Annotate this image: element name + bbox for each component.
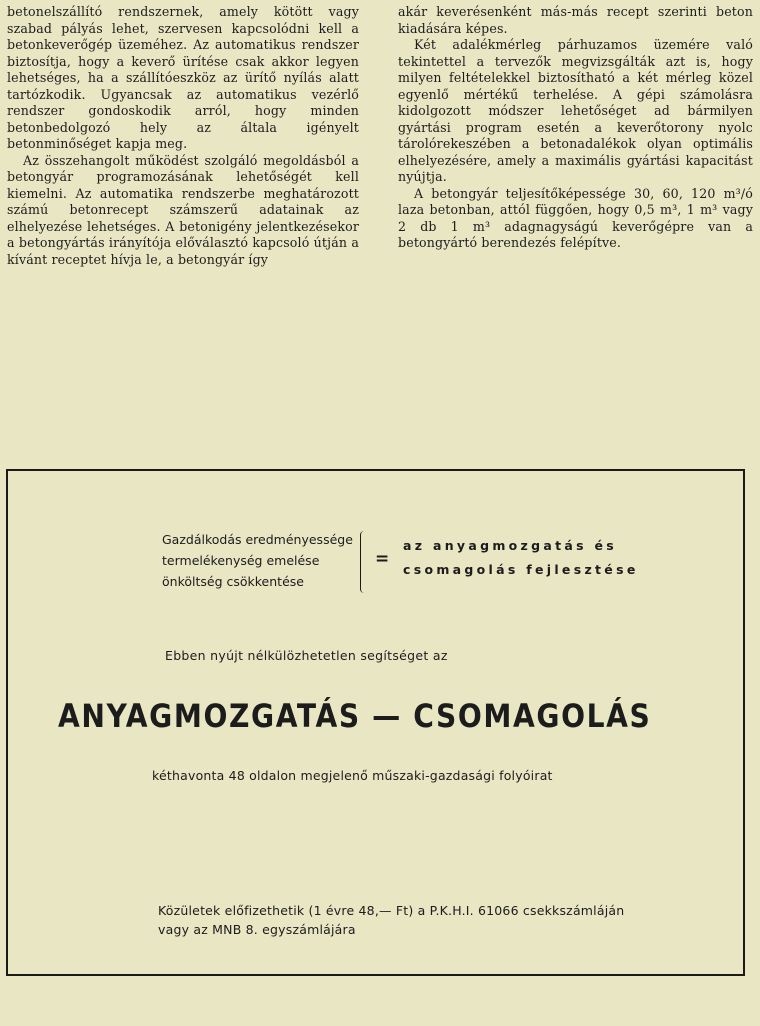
- equation-left-line: Gazdálkodás eredményessége: [162, 532, 353, 547]
- article-left-column: [7, 4, 359, 268]
- ad-intro-text: Ebben nyújt nélkülözhetetlen segítséget az: [165, 648, 448, 663]
- journal-subtitle: kéthavonta 48 oldalon megjelenő műszaki-gazdasági folyóirat: [152, 768, 553, 783]
- equation-right-line: csomagolás fejlesztése: [403, 562, 639, 577]
- equation-right-line: az anyagmozgatás és: [403, 538, 618, 553]
- brace-bracket: [360, 531, 366, 593]
- subscription-line: Közületek előfizethetik (1 évre 48,— Ft) a P.K.H.I. 61066 csekkszámláján: [158, 903, 625, 918]
- equation-left-line: termelékenység emelése: [162, 553, 320, 568]
- advertisement-box: [6, 469, 745, 976]
- equals-sign: =: [375, 549, 390, 569]
- equation-left-line: önköltség csökkentése: [162, 574, 304, 589]
- article-paragraph: Az összehangolt működést szolgáló megoldásból a betongyár programozásának lehetőségét kell kiemelni. Az automatika rendszerbe meghatározott számú betonrecept számszerű adatainak az elhelyezése lehetséges. A betonigény jelentkezésekor a betongyártás irányítója előválasztó kapcsoló útján a kívánt receptet hívja le, a betongyár így: [7, 152, 359, 267]
- journal-title: ANYAGMOZGATÁS — CSOMAGOLÁS: [58, 697, 652, 735]
- subscription-line: vagy az MNB 8. egyszámlájára: [158, 922, 356, 937]
- article-right-column: [398, 4, 753, 252]
- article-paragraph: A betongyár teljesítőképessége 30, 60, 120 m³/ó laza betonban, attól függően, hogy 0,5 m³, 1 m³ vagy 2 db 1 m³ adagnagyságú keverőgépre van a betongyártó berendezés felépítve.: [398, 185, 753, 250]
- article-paragraph: Két adalékmérleg párhuzamos üzemére való tekintettel a tervezők megvizsgálták azt is, hogy milyen feltételekkel biztosítható a két mérleg közel egyenlő mértékű terhelése. A gépi számolásra kidolgozott módszer lehetőséget ad bármilyen gyártási program esetén a keverőtorony nyolc tárolórekeszében a betonadalékok olyan optimális elhelyezésére, amely a maximális gyártási kapacitást nyújtja.: [398, 37, 753, 184]
- article-paragraph: betonelszállító rendszernek, amely kötött vagy szabad pályás lehet, szervesen kapcsolódni kell a betonkeverőgép üzeméhez. Az automatikus rendszer biztosítja, hogy a keverő ürítése csak akkor legyen lehetséges, ha a szállítóeszköz az ürítő nyílás alatt tartózkodik. Ugyancsak az automatikus vezérlő rendszer gondoskodik arról, hogy minden betonbedolgozó hely az általa igényelt betonminőséget kapja meg.: [7, 4, 359, 151]
- article-paragraph: akár keverésenként más-más recept szerinti beton kiadására képes.: [398, 4, 753, 36]
